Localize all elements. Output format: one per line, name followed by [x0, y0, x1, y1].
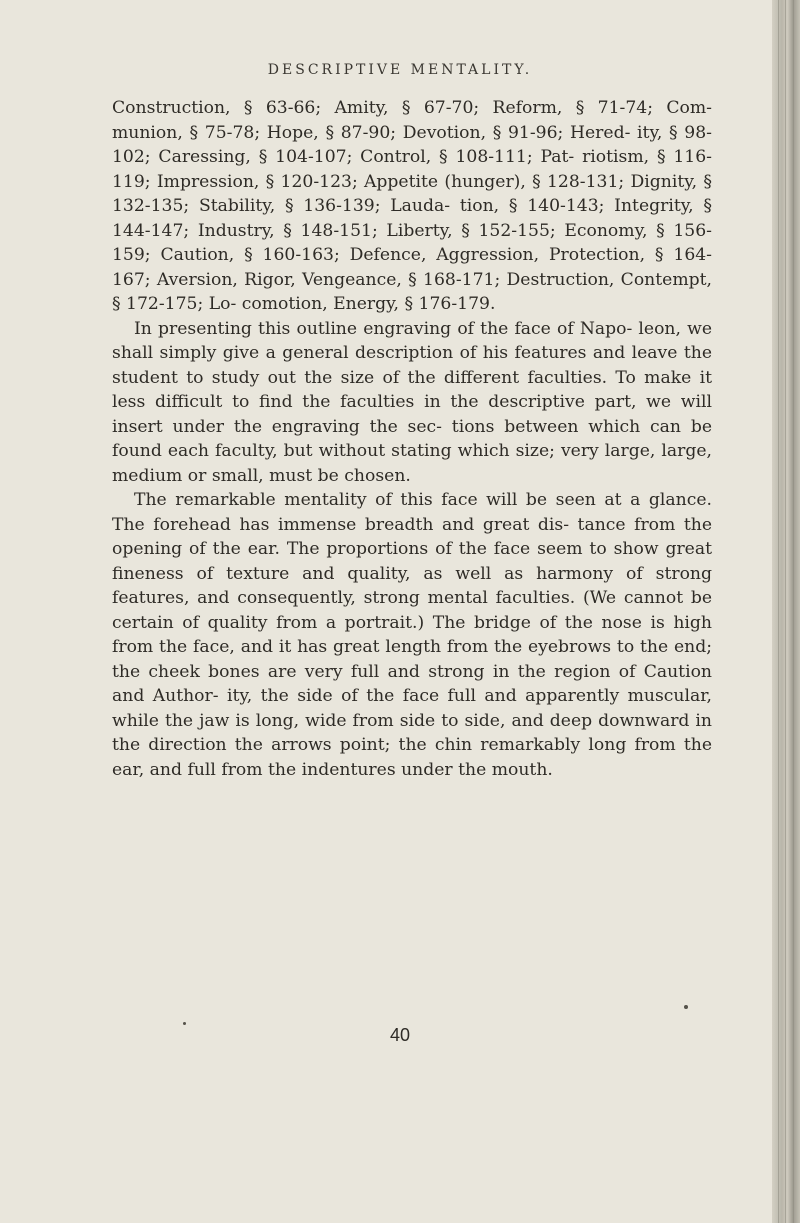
paragraph-faculty-sections: Construction, § 63-66; Amity, § 67-70; Reform, § 71-74; Com- munion, § 75-78; Hope, § 87-90; Devotion, § 91-96; Hered- ity, § 98-102; Caressing, § 104-107; Control, § 108-111; Pat- riotism, § 116-119; Impression, § 120-123; Appetite (hunger), § 128-131; Dignity, § 132-135; Stability, § 136-139; Lauda- tion, § 140-143; Integrity, § 144-147; Industry, § 148-151; Liberty, § 152-155; Economy, § 156-159; Caution, § 160-163; Defence, Aggression, Protection, § 164-167; Aversion, Rigor, Vengeance, § 168-171; Destruction, Contempt, § 172-175; Lo- comotion, Energy, § 176-179.	[112, 98, 712, 314]
ink-speck	[684, 1005, 688, 1009]
running-head: DESCRIPTIVE MENTALITY.	[267, 62, 533, 78]
ink-speck	[183, 1022, 186, 1025]
paragraph-introduction: In presenting this outline engraving of the face of Napo- leon, we shall simply give a general description of his features and leave the student to study out the size of the different faculties. To make it less difficult to find the faculties in the descriptive part, we will insert under the engraving the sec- tions between which can be found each faculty, but without stating which size; very large, large, medium or small, must be chosen.	[112, 318, 712, 486]
page-number: 40	[389, 1025, 411, 1045]
paragraph-description: The remarkable mentality of this face will be seen at a glance. The forehead has immense breadth and great dis- tance from the opening of the ear. The proportions of the face seem to show great fineness of texture and quality, as well as harmony of strong features, and consequently, strong mental faculties. (We cannot be certain of quality from a portrait.) The bridge of the nose is high from the face, and it has great length from the eyebrows to the end; the cheek bones are very full and strong in the region of Caution and Author- ity, the side of the face full and apparently muscular, while the jaw is long, wide from side to side, and deep downward in the direction the arrows point; the chin remarkably long from the ear, and full from the indentures under the mouth.	[112, 490, 712, 780]
body-text	[112, 96, 712, 782]
